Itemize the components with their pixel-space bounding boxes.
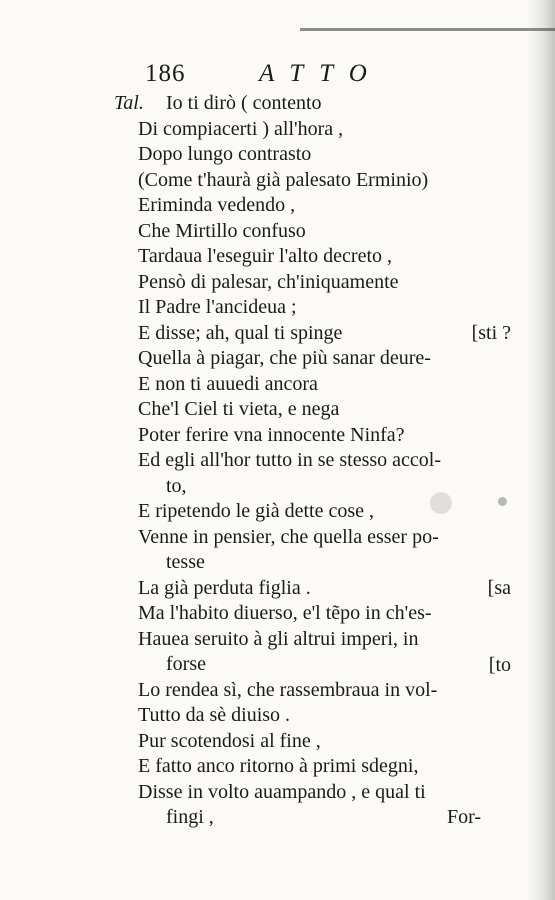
catchword: For- (446, 806, 481, 828)
verse-text: (Come t'haurà già palesato Erminio) (138, 168, 429, 191)
paper-stain (430, 492, 452, 514)
verse-text-continuation: forse (166, 653, 206, 675)
verse-text-continuation: to, (166, 474, 187, 497)
verse-text-continuation: tesse (166, 551, 205, 573)
verse-line (0, 601, 555, 627)
verse-line (0, 678, 555, 704)
running-title: ATTO (259, 60, 383, 87)
verse-line (0, 805, 555, 831)
verse-line (0, 780, 555, 806)
verse-text: Eriminda vedendo , (138, 194, 296, 216)
verse-line (0, 474, 555, 500)
verse-line (0, 346, 555, 372)
verse-line (0, 244, 555, 270)
verse-line (0, 397, 555, 423)
verse-line (0, 193, 555, 219)
speaker-name: Tal. (114, 92, 144, 114)
verse-text: E ripetendo le già dette cose , (138, 500, 375, 522)
verse-line (0, 372, 555, 398)
turnover-fragment: [sti ? (471, 321, 511, 344)
verse-text: Pur scotendosi al fine , (138, 729, 321, 752)
verse-text: E non ti auuedi ancora (138, 372, 318, 395)
verse-text: Ed egli all'hor tutto in se stesso accol- (138, 449, 441, 471)
verse-line (0, 270, 555, 296)
verse-line (0, 627, 555, 653)
verse-line (0, 703, 555, 729)
top-edge-rule (300, 28, 555, 31)
verse-text: Tardaua l'eseguir l'alto decreto , (138, 245, 393, 267)
verse-line (0, 729, 555, 755)
verse-text: Tutto da sè diuiso . (138, 704, 291, 726)
ink-blemish (498, 497, 507, 506)
verse-line (0, 117, 555, 143)
verse-line (0, 168, 555, 194)
verse-text: Lo rendea sì, che rassembraua in vol- (138, 678, 438, 701)
verse-text: Quella à piagar, che più sanar deure- (138, 347, 431, 369)
verse-line (0, 550, 555, 576)
verse-text: Dopo lungo contrasto (138, 143, 312, 165)
verse-line (0, 499, 555, 525)
verse-text: E fatto anco ritorno à primi sdegni, (138, 755, 419, 777)
verse-line (0, 754, 555, 780)
verse-text: Io ti dirò ( contento (166, 92, 322, 114)
verse-text: E disse; ah, qual ti spinge (138, 321, 343, 344)
verse-line (0, 423, 555, 449)
verse-line (0, 91, 555, 117)
verse-text: Che'l Ciel ti vieta, e nega (138, 398, 340, 420)
page-number: 186 (145, 60, 186, 87)
verse-text: Hauea seruito à gli altrui imperi, in (138, 627, 419, 650)
verse-text: Di compiacerti ) all'hora , (138, 117, 344, 140)
verse-line (0, 219, 555, 245)
verse-block (0, 91, 555, 831)
verse-text: Che Mirtillo confuso (138, 219, 306, 242)
verse-line (0, 142, 555, 168)
page-header (145, 56, 445, 92)
turnover-fragment: [sa (487, 576, 511, 599)
verse-text: Poter ferire vna innocente Ninfa? (138, 423, 405, 446)
verse-text: Ma l'habito diuerso, e'l tẽpo in ch'es- (138, 602, 432, 624)
verse-text: Venne in pensier, che quella esser po- (138, 525, 439, 548)
verse-text-continuation: fingi , (166, 806, 214, 828)
verse-text: Disse in volto auampando , e qual ti (138, 780, 426, 803)
turnover-fragment: [to (488, 653, 511, 676)
verse-text: Il Padre l'ancideua ; (138, 296, 297, 318)
verse-line (0, 448, 555, 474)
verse-line (0, 525, 555, 551)
verse-line (0, 652, 555, 678)
verse-text: La già perduta figlia . (138, 576, 311, 599)
verse-text: Pensò di palesar, ch'iniquamente (138, 270, 399, 293)
verse-line (0, 321, 555, 347)
verse-line (0, 295, 555, 321)
verse-line (0, 576, 555, 602)
